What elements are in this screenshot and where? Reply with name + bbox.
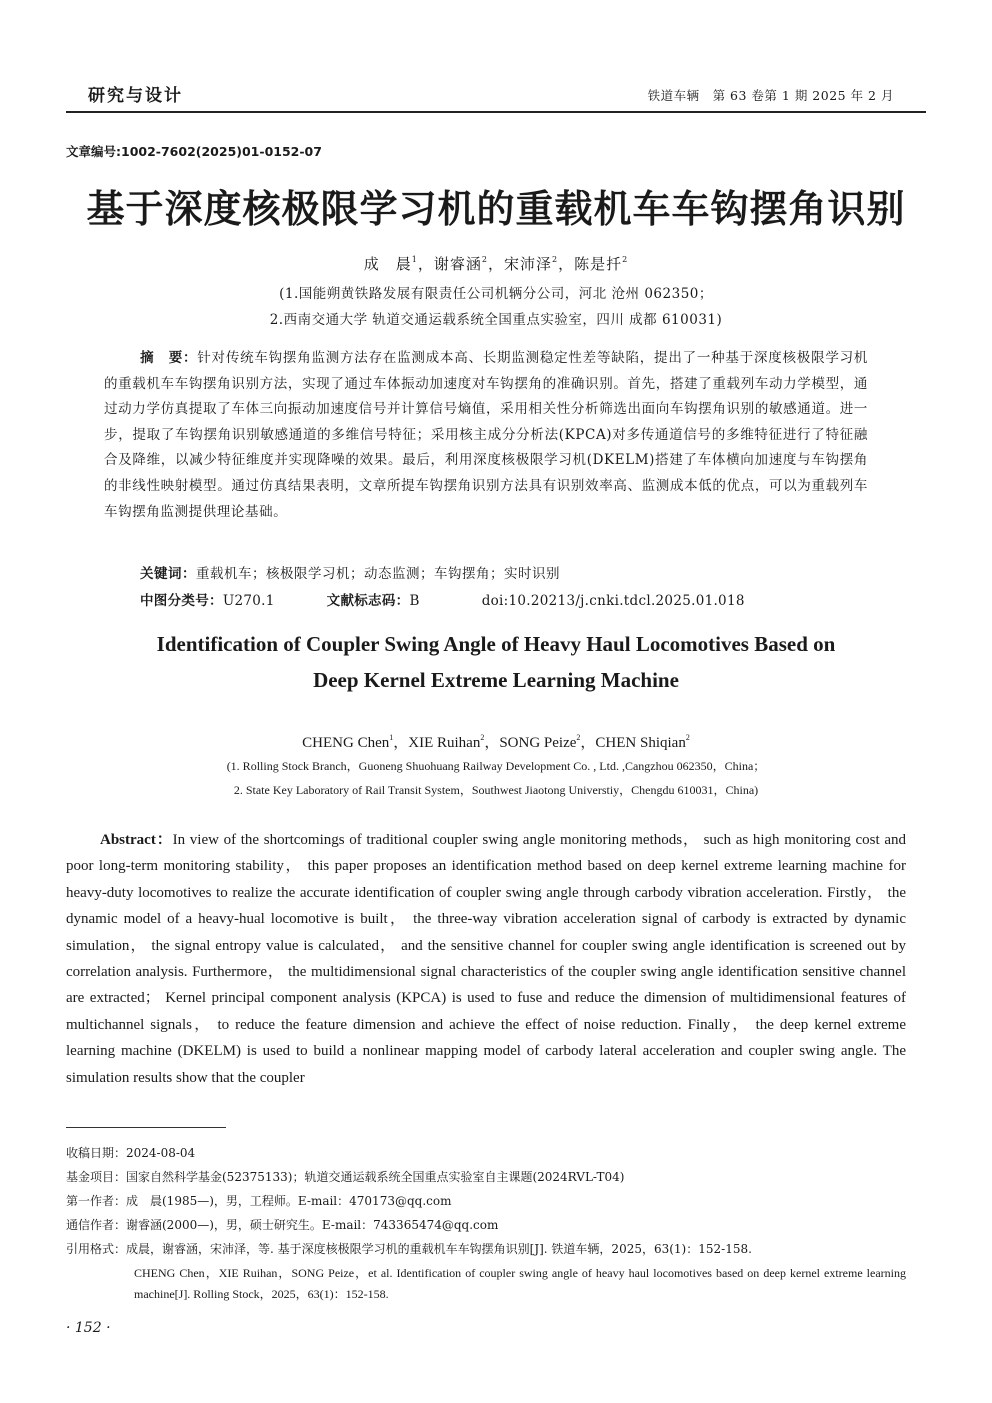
affiliation-en-2: 2. State Key Laboratory of Rail Transit System，Southwest Jiaotong Universtiy，Chengdu 610031，China) [233,783,759,797]
author-2-sup: 2 [481,255,488,264]
footnote-received: 收稿日期：2024-08-04 [66,1146,196,1160]
author-4-sup: 2 [622,255,629,264]
abstract-en-label: Abstract： [100,832,173,848]
keywords-cn [140,562,560,582]
keywords-cn-text: 重载机车；核极限学习机；动态监测；车钩摆角；实时识别 [196,566,560,582]
abstract-en [66,827,906,1091]
section-label: 研究与设计 [88,86,183,106]
affiliation-en-1: (1. Rolling Stock Branch，Guoneng Shuohuang Railway Development Co. , Ltd. ,Cangzhou 062350，China； [226,759,766,773]
footnote-divider [66,1127,226,1128]
author-4: ，陈是扦 [558,255,623,273]
abstract-cn-text: 针对传统车钩摆角监测方法存在监测成本高、长期监测稳定性差等缺陷，提出了一种基于深度核极限学习机的重载机车车钩摆角识别方法，实现了通过车体振动加速度对车钩摆角的准确识别。首先，搭建了重载列车动力学模型，通过动力学仿真提取了车体三向振动加速度信号并计算信号熵值，采用相关性分析筛选出面向车钩摆角识别的敏感通道。进一步，提取了车钩摆角识别敏感通道的多维信号特征；采用核主成分分析法(KPCA)对多传通道信号的多维特征进行了特征融合及降维，以减少特征维度并实现降噪的效果。最后，利用深度核极限学习机(DKELM)搭建了车体横向加速度与车钩摆角的非线性映射模型。通过仿真结果表明，文章所提车钩摆角识别方法具有识别效率高、监测成本低的优点，可以为重载列车车钩摆角监测提供理论基础。 [104,350,868,520]
abstract-cn [104,346,868,525]
author-3: ，宋沛泽 [488,255,553,273]
author-en-1: CHENG Chen [302,735,390,751]
doc-code-value: B [409,593,420,609]
title-cn: 基于深度核极限学习机的重载机车车钩摆角识别 [86,187,906,231]
clc-label: 中图分类号： [140,593,223,609]
article-number: 文章编号:1002-7602(2025)01-0152-07 [66,144,322,159]
authors-en [0,731,992,752]
author-en-2-sup: 2 [480,733,485,742]
title-en-line-1: Identification of Coupler Swing Angle of Heavy Haul Locomotives Based on [156,632,836,656]
author-en-3-sup: 2 [576,733,581,742]
footnote-first-author: 第一作者：成 晨(1985—)，男，工程师。E-mail：470173@qq.com [66,1194,452,1208]
author-en-2: ，XIE Ruihan [393,735,481,751]
author-en-1-sup: 1 [389,733,394,742]
journal-info: 铁道车辆 第 63 卷第 1 期 2025 年 2 月 [647,88,894,103]
footnote-citation-cn: 引用格式：成晨，谢睿涵，宋沛泽，等. 基于深度核极限学习机的重载机车车钩摆角识别[J]. 铁道车辆，2025，63(1)：152-158. [66,1242,752,1256]
author-en-4-sup: 2 [685,733,690,742]
author-1: 成 晨 [363,255,412,273]
affiliation-cn-1: (1.国能朔黄铁路发展有限责任公司机辆分公司，河北 沧州 062350； [279,286,713,302]
title-en-line-2: Deep Kernel Extreme Learning Machine [313,668,679,692]
page-number: · 152 · [66,1320,111,1336]
footnote-fund: 基金项目：国家自然科学基金(52375133)；轨道交通运载系统全国重点实验室自主课题(2024RVL-T04) [66,1170,625,1184]
author-en-3: ，SONG Peize [484,735,577,751]
clc-value: U270.1 [222,593,275,609]
keywords-cn-label: 关键词： [140,566,196,582]
classification-line [140,589,745,609]
footnote-corresponding: 通信作者：谢睿涵(2000—)，男，硕士研究生。E-mail：743365474@qq.com [66,1218,499,1232]
author-en-4: ，CHEN Shiqian [580,735,686,751]
affiliation-cn-2: 2.西南交通大学 轨道交通运载系统全国重点实验室，四川 成都 610031) [269,312,723,328]
authors-cn [0,253,992,274]
doi: doi:10.20213/j.cnki.tdcl.2025.01.018 [481,593,745,609]
abstract-cn-label: 摘 要： [140,350,198,366]
author-2: ，谢睿涵 [417,255,482,273]
author-1-sup: 1 [411,255,418,264]
footnote-citation-en: CHENG Chen，XIE Ruihan，SONG Peize，et al. Identification of coupler swing angle of heavy haul locomotives based on deep kernel extreme learning machine[J]. Rolling Stock，2025，63(1)：152-158. [134,1266,906,1301]
doc-code-label: 文献标志码： [326,593,410,609]
header-divider [66,111,926,113]
abstract-en-text: In view of the shortcomings of traditional coupler swing angle monitoring methods， such as high monitoring cost and poor long-term monitoring stability， this paper proposes an identification method based on deep kernel extreme learning machine for heavy-duty locomotives to realize the accurate identification of coupler swing angle through carbody vibration acceleration. Firstly， the dynamic model of a heavy-hual locomotive is built， the three-way vibration acceleration signal of carbody is extracted by dynamic simulation， the signal entropy value is calculated， and the sensitive channel for coupler swing angle identification is screened out by correlation analysis. Furthermore， the multidimensional signal characteristics of the coupler swing angle identification sensitive channel are extracted； Kernel principal component analysis (KPCA) is used to fuse and reduce the dimension of multidimensional features of multichannel signals， to reduce the feature dimension and achieve the effect of noise reduction. Finally， the deep kernel extreme learning machine (DKELM) is used to build a nonlinear mapping model of carbody lateral acceleration and coupler swing angle. The simulation results show that the coupler [66,832,906,1086]
author-3-sup: 2 [552,255,559,264]
